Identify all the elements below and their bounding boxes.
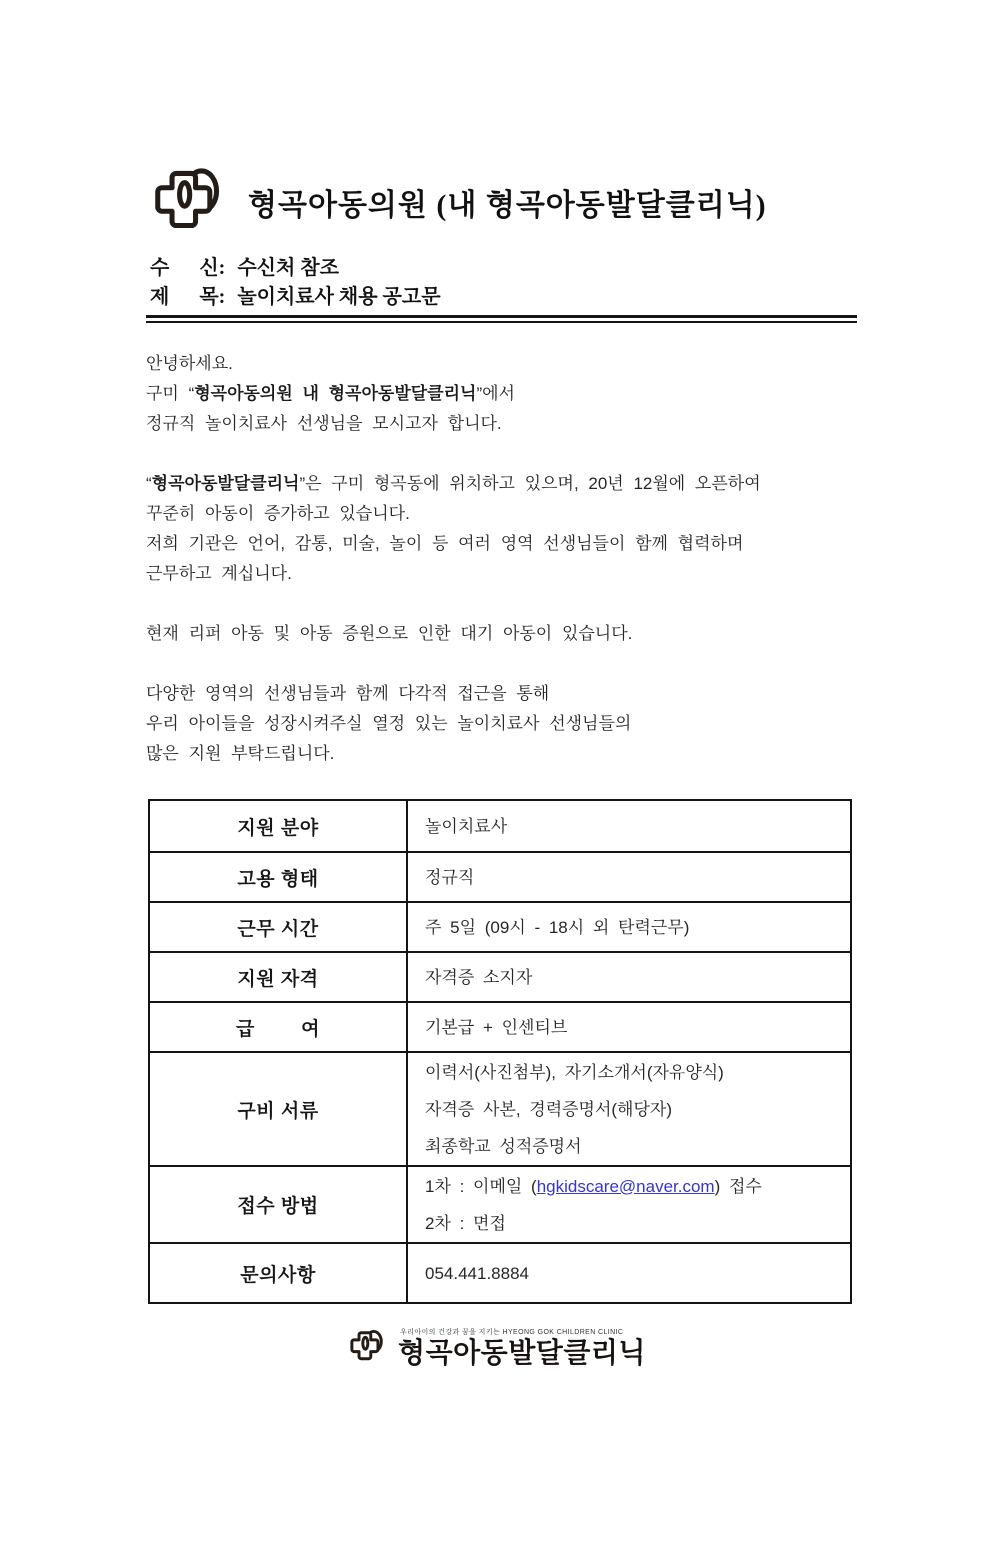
row-label: 문의사항 (150, 1244, 408, 1302)
value-text: 054.441.8884 (425, 1263, 529, 1283)
table-row (150, 851, 850, 901)
subject-field (150, 283, 992, 312)
row-label: 지원 분야 (150, 801, 408, 851)
clinic-cross-logo-icon (346, 1326, 388, 1368)
body-line: “ (146, 474, 152, 493)
value-line (425, 909, 844, 946)
value-text: 최종학교 성적증명서 (425, 1136, 582, 1156)
row-label: 접수 방법 (150, 1167, 408, 1242)
body-line: 안녕하세요. (146, 354, 233, 373)
value-text: 정규직 (425, 867, 475, 887)
value-line (425, 959, 844, 996)
value-text: 기본급 + 인센티브 (425, 1017, 568, 1037)
row-label: 급 여 (150, 1003, 408, 1051)
row-label: 고용 형태 (150, 853, 408, 901)
table-row (150, 901, 850, 951)
row-value (408, 853, 850, 901)
body-line: 우리 아이들을 성장시켜주실 열정 있는 놀이치료사 선생님들의 (146, 714, 632, 733)
value-line (425, 1205, 844, 1242)
body-line: ”은 구미 형곡동에 위치하고 있으며, 20년 12월에 오픈하여 (299, 474, 761, 493)
paragraph-greeting (146, 349, 856, 439)
table-row (150, 1051, 850, 1165)
row-value (408, 1167, 850, 1242)
row-label: 근무 시간 (150, 903, 408, 951)
header-fields (150, 254, 992, 312)
subject-label: 제 목: (150, 286, 226, 308)
clinic-name-bold: 형곡아동의원 내 형곡아동발달클리닉 (194, 384, 477, 403)
body-line: 구미 “ (146, 384, 195, 403)
body-line: 저희 기관은 언어, 감통, 미술, 놀이 등 여러 영역 선생님들이 함께 협력하며 (146, 534, 744, 553)
body-line: 많은 지원 부탁드립니다. (146, 744, 335, 763)
email-link[interactable]: hgkidscare@naver.com (536, 1176, 715, 1196)
value-line (425, 1009, 844, 1046)
document-header (146, 160, 992, 244)
row-value (408, 953, 850, 1001)
paragraph-invitation (146, 679, 856, 769)
body-line: 현재 리퍼 아동 및 아동 증원으로 인한 대기 아동이 있습니다. (146, 624, 633, 643)
row-value (408, 903, 850, 951)
table-row (150, 801, 850, 851)
footer-logo (0, 1326, 992, 1368)
footer-tagline: 우리아이의 건강과 꿈을 지키는 HYEONG GOK CHILDREN CLINIC (400, 1328, 624, 1336)
footer-text (398, 1327, 646, 1368)
footer-brand-name: 형곡아동발달클리닉 (398, 1336, 646, 1368)
table-row (150, 1242, 850, 1302)
value-line (425, 1255, 844, 1292)
body-line: 다양한 영역의 선생님들과 함께 다각적 접근을 통해 (146, 684, 550, 703)
row-value (408, 801, 850, 851)
table-row (150, 1001, 850, 1051)
recipient-field (150, 254, 992, 283)
paragraph-waitlist (146, 619, 856, 649)
table-row (150, 951, 850, 1001)
value-line (425, 808, 844, 845)
clinic-name-bold: 형곡아동발달클리닉 (151, 474, 300, 493)
table-row (150, 1165, 850, 1242)
header-divider (146, 315, 857, 323)
subject-value: 놀이치료사 채용 공고문 (237, 286, 441, 308)
job-details-table (148, 799, 852, 1304)
value-line (425, 1054, 844, 1091)
body-line: 근무하고 계십니다. (146, 564, 292, 583)
value-text: 2차 : 면접 (425, 1213, 506, 1233)
value-line (425, 859, 844, 896)
body-line: 정규직 놀이치료사 선생님을 모시고자 합니다. (146, 414, 502, 433)
clinic-cross-logo-icon (146, 160, 230, 244)
value-text: 주 5일 (09시 - 18시 외 탄력근무) (425, 917, 690, 937)
value-line (425, 1168, 844, 1205)
row-value (408, 1244, 850, 1302)
value-text: 놀이치료사 (425, 816, 508, 836)
row-value (408, 1003, 850, 1051)
value-text: 자격증 사본, 경력증명서(해당자) (425, 1099, 672, 1119)
row-value (408, 1053, 850, 1165)
recipient-value: 수신처 참조 (237, 257, 339, 279)
value-line (425, 1128, 844, 1165)
paragraph-clinic-intro (146, 469, 856, 589)
recipient-label: 수 신: (150, 257, 226, 279)
value-text: 1차 : 이메일 ( (425, 1176, 537, 1196)
body-line: ”에서 (476, 384, 515, 403)
letter-body (146, 349, 856, 769)
value-text: ) 접수 (714, 1176, 762, 1196)
page-title: 형곡아동의원 (내 형곡아동발달클리닉) (248, 189, 767, 222)
value-line (425, 1091, 844, 1128)
row-label: 지원 자격 (150, 953, 408, 1001)
row-label: 구비 서류 (150, 1053, 408, 1165)
value-text: 자격증 소지자 (425, 967, 533, 987)
body-line: 꾸준히 아동이 증가하고 있습니다. (146, 504, 410, 523)
document-page (0, 160, 992, 1563)
value-text: 이력서(사진첨부), 자기소개서(자유양식) (425, 1062, 724, 1082)
